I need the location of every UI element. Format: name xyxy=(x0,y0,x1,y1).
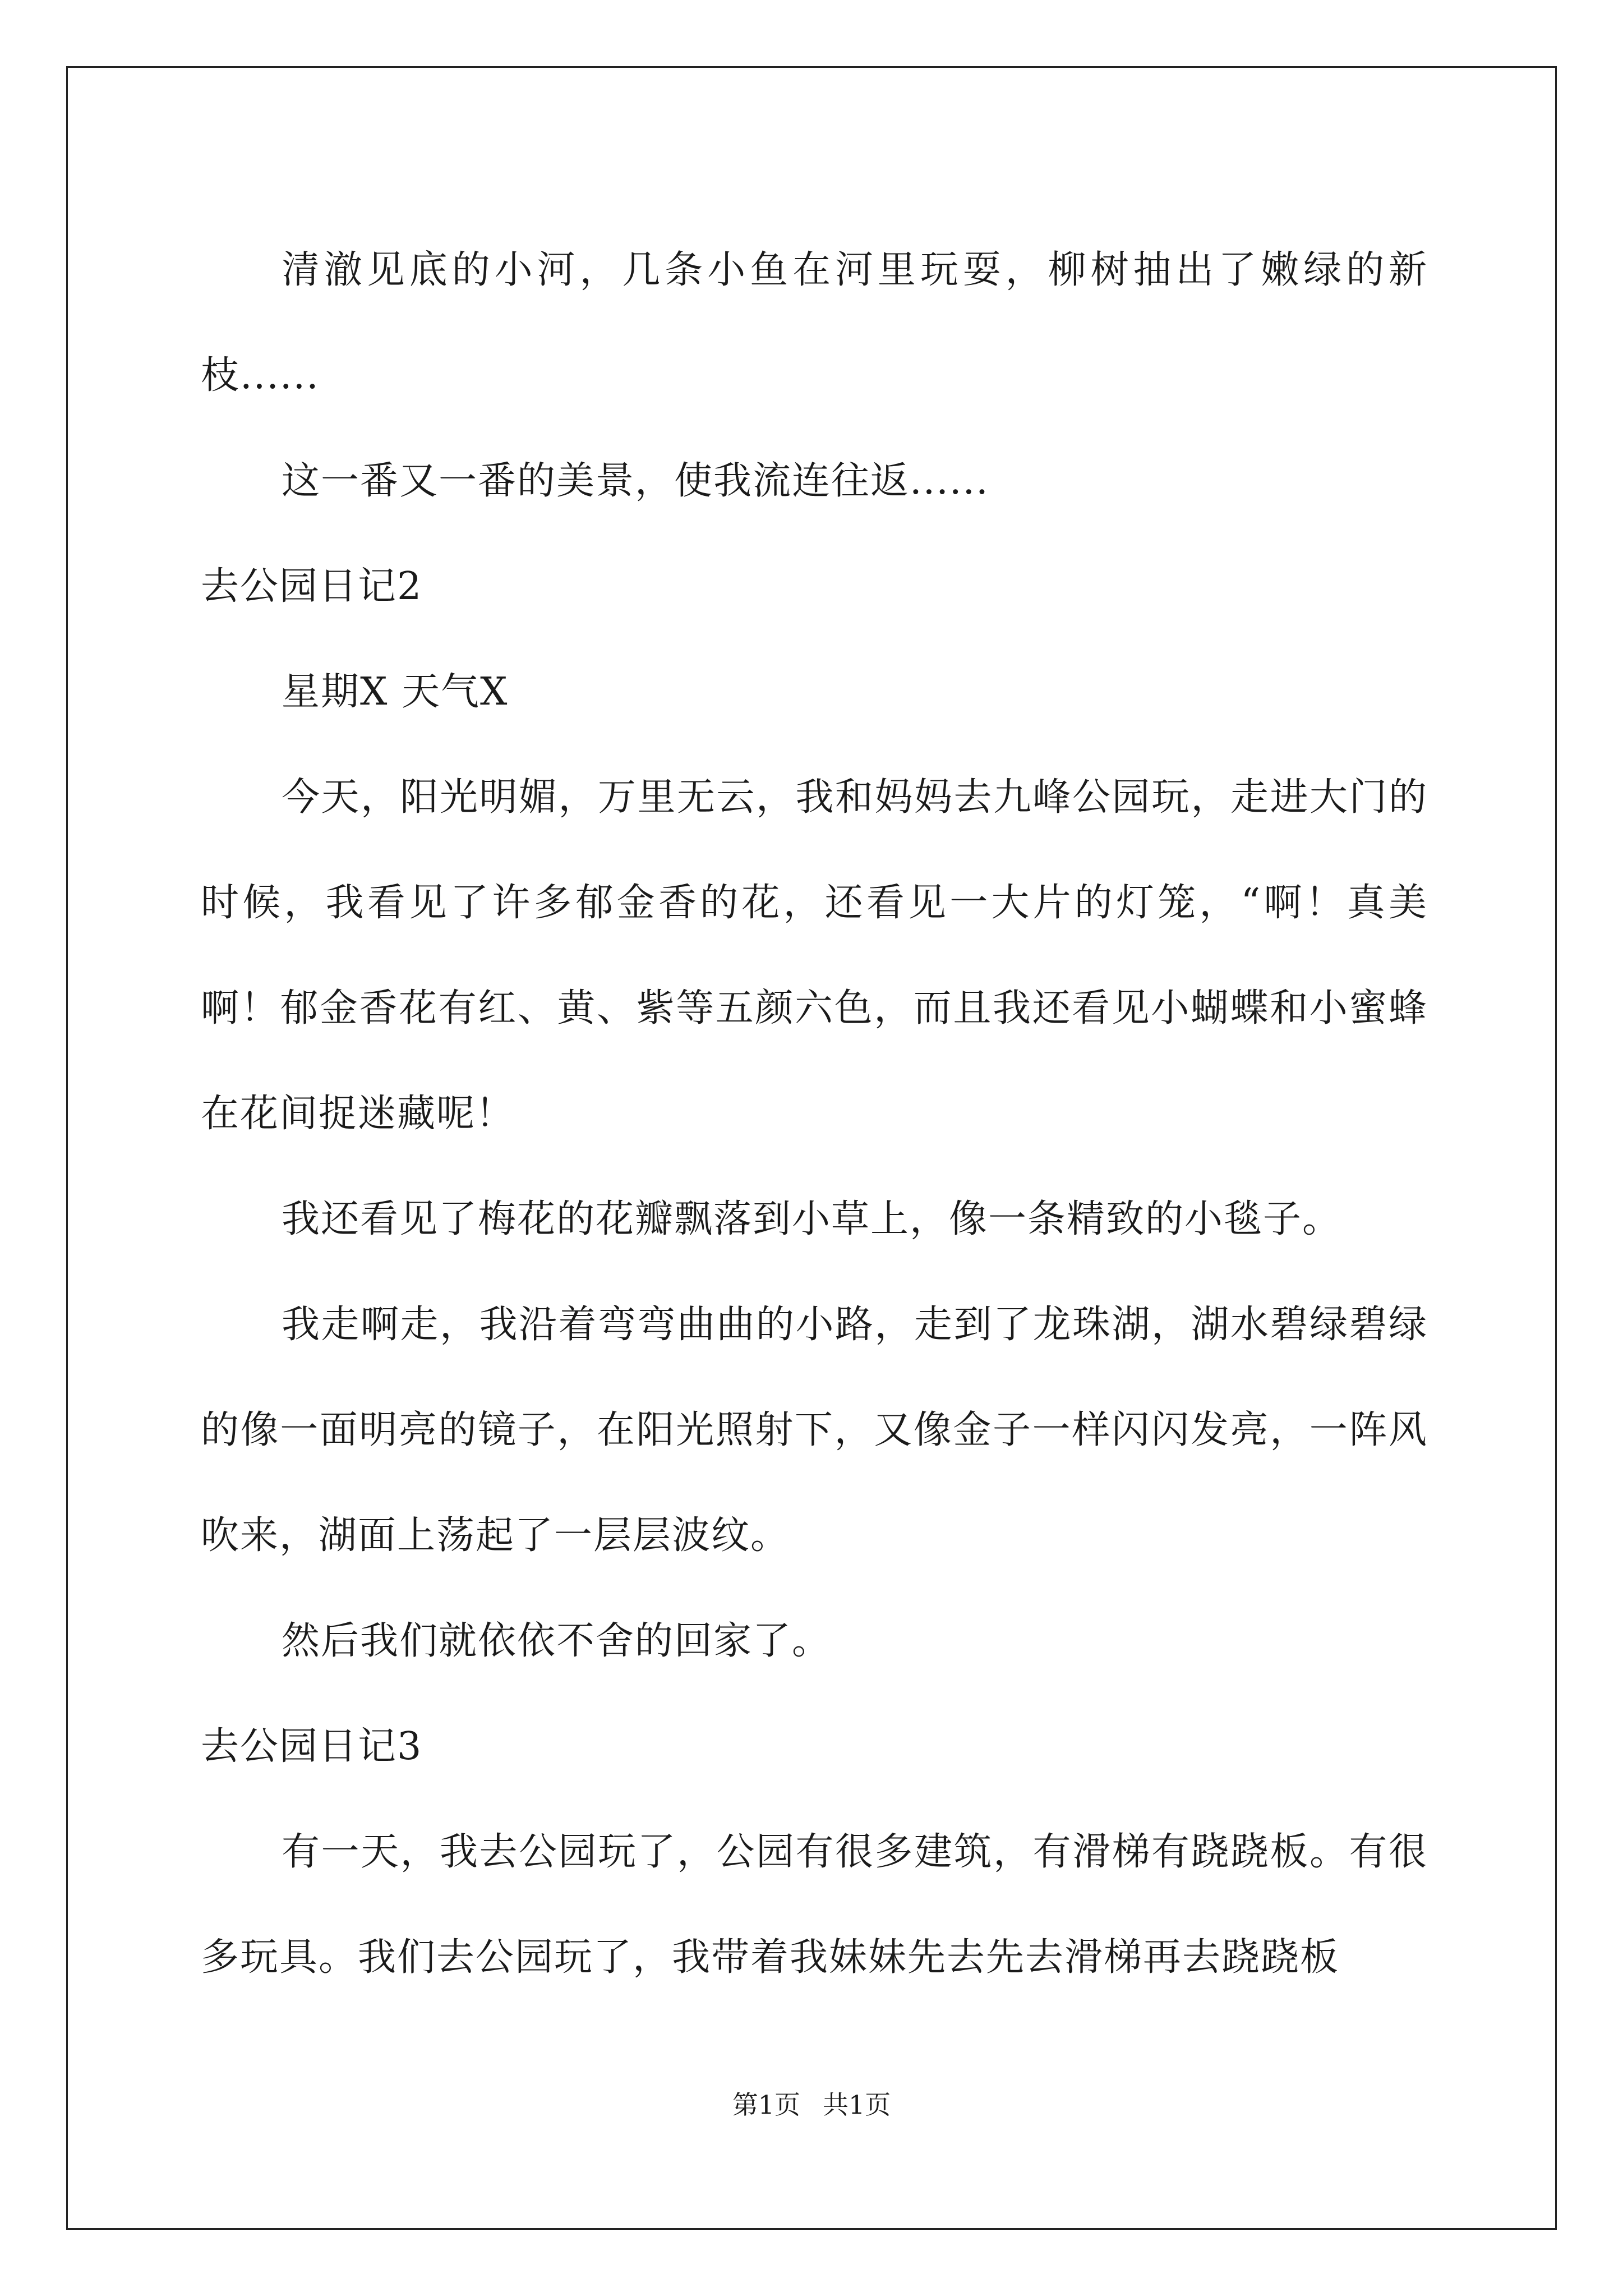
paragraph: 今天，阳光明媚，万里无云，我和妈妈去九峰公园玩，走进大门的时候，我看见了许多郁金香的花，还看见一大片的灯笼，“啊！真美啊！郁金香花有红、黄、紫等五颜六色，而且我还看见小蝴蝶和小蜜蜂在花间捉迷藏呢！ xyxy=(201,775,1428,1136)
page-footer xyxy=(0,2088,1623,2122)
paragraph: 有一天，我去公园玩了，公园有很多建筑，有滑梯有跷跷板。有很多玩具。我们去公园玩了，我带着我妹妹先去先去滑梯再去跷跷板 xyxy=(201,1830,1428,1980)
page-number: 第1页 xyxy=(732,2090,800,2120)
section-heading: 去公园日记3 xyxy=(201,1724,423,1769)
paragraph: 然后我们就依依不舍的回家了。 xyxy=(282,1619,832,1663)
page-total: 共1页 xyxy=(823,2090,891,2120)
paragraph: 清澈见底的小河，几条小鱼在河里玩耍，柳树抽出了嫩绿的新枝...... xyxy=(201,248,1428,398)
document-body xyxy=(201,218,1428,2010)
paragraph: 我还看见了梅花的花瓣飘落到小草上，像一条精致的小毯子。 xyxy=(282,1197,1342,1241)
section-heading: 去公园日记2 xyxy=(201,564,423,609)
paragraph: 星期X 天气X xyxy=(282,670,509,714)
paragraph: 这一番又一番的美景，使我流连往返...... xyxy=(282,459,989,503)
paragraph: 我走啊走，我沿着弯弯曲曲的小路，走到了龙珠湖，湖水碧绿碧绿的像一面明亮的镜子，在阳光照射下，又像金子一样闪闪发亮，一阵风吹来，湖面上荡起了一层层波纹。 xyxy=(201,1303,1428,1558)
